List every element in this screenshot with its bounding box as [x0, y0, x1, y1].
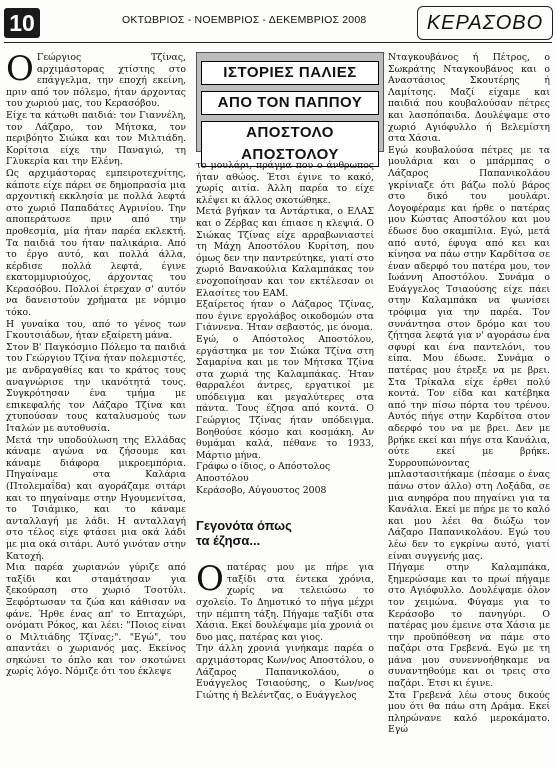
drop-cap: Ο [196, 559, 224, 600]
paragraph: Μετά την υποδούλωση της Ελλάδας κάναμε αγώνα να ζήσουμε και κάναμε διάφορα μικροεμπόρια. Πηγαίναμε στα Καλάρια (Πτολεμαΐδα) και αγοράζαμε σιτάρι και το πηγαίναμε στην Ηγουμενίτσα, το Τσιάμικο, και το κάναμε ανταλλαγή με λάδι. Η ανταλλαγή στο τέλος είχε φτάσει μια οκά λάδι με μια οκά σιτάρι. Αυτό γινόταν στην Κατοχή. [6, 434, 186, 562]
column-1 [6, 49, 186, 678]
paragraph: Στα Γρεβενά λέω στους δικούς μου ότι θα πάω στη Δράμα. Εκεί πληρώνανε καλό μεροκάματο. Εγώ [388, 689, 550, 736]
paragraph: Νταγκουβάνος ή Πέτρος, ο Σωκράτης Νταγκουβάνος και ο Αναστάσιος Σκουτέρης ή Λαμίτσης. Μαζί είχαμε και παιδιά που κουβαλούσαν πέτρες και λασπόπαιδα. Δουλέψαμε στο χωριό Αγιόφυλλο ή Βελεμίστη στα Χάσια. [388, 52, 550, 145]
paragraph: Πήγαμε στην Καλαμπάκα, ξημερώσαμε και το πρωί πήγαμε στο Αγιόφυλλο. Δουλέψαμε όλον τον χειμώνα. Φύγαμε για το Κεράσοβο το πανηγύρι. Ο πατέρας μου έμεινε στα Χάσια με την προϋπόθεση να πάμε στο παζάρι στα Γρεβενά. Εγώ με τη μάνα μου συνεννοήθηκαμε να συναντηθούμε και οι τρεις στο παζάρι. Έτσι κι έγινε. [388, 562, 550, 690]
article-title-line-2: ΑΠΟ ΤΟΝ ΠΑΠΠΟΥ [201, 91, 379, 115]
header-rule [4, 42, 552, 43]
article-title-box [196, 52, 384, 163]
paragraph: Ως αρχιμάστορας εμπειροτεχνίτης, κάποτε είχε πάρει σε δημοπρασία μια αρχοντική εκκλησία με πολλά λεφτά στο χωριό Παπαδάτες Αγρινίου. Την αποπεράτωσε πριν από την προθεσμία, μία ήταν παρέα εκλεκτή. Τα παιδιά του ήταν παλικάρια. Από το έργο αυτό, και πολλά άλλα, κέρδισε πολλά λεφτά, έγινε εκατομμυριούχος, άρχοντας του Κερασόβου. Πολλοί έτρεχαν σ' αυτόν να δανειστούν χρήματα με νόμιμο τόκο. [6, 167, 186, 319]
paragraph: Την άλλη χρονιά γινήκαμε παρέα ο αρχιμάστορας Κων/νος Αποστόλου, ο Λάζαρος Παπανικολάου, ο Ευάγγελος Τσιαούσης, ο Κων/νος Γιώτης ή Βελέντζας, ο Ευάγγελος [196, 643, 374, 701]
paragraph: Εγώ κουβαλούσα πέτρες με τα μουλάρια και ο μπάρμπας ο Λάζαρος Παπανικολάου γκρίνιαζε ότι βάζω πολύ βάρος στο δικό του μουλάρι. Λογοφέραμε και ήρθε ο πατέρας μου Κώστας Αποστόλου και μου έδωσε δυο σκαμπίλια. Εγώ, μετά από αυτό, έφυγα από κει και κίνησα να πάω στην Καρδίτσα σε έναν αδερφό του πατέρα μου, τον Ιωάννη Αποστόλου. Συνάμα ο Ευάγγελος Τσιαούσης είχε πάει στην Καλαμπάκα να ψωνίσει τρόφιμα για την παρέα. Τον συνάντησα στον δρόμο και του ζήτησα λεφτά για ν' αγοράσω ένα σφυρί και ένα παντελόνι, του είπα. Μου έδωσε. Συνάμα ο πατέρας μου έτρεξε να με βρει. Στα Τρίκαλα είχε έρθει πολύ κοντά. Τον είδα και κατέβηκα από την πίσω πόρτα του τρένου. Αυτός πήγε στην Καρδίτσα στον αδερφό του να με βρει. Δεν με βρήκε εκεί και πήγε στα Κανάλια, ούτε εκεί με βρήκε. Συρρουπώνοντας μπλαστασιτήκαμε (πέσαμε ο ένας πάνω στον άλλο) στη Λοξάδα, σε μια ανηφόρα που πηγαίνει για τα Κανάλια. Εκεί με πήρε με το καλό και μου λέει θα διώξω τον Λάζαρο Παπανικολάου. Εγώ του λέω δεν το εγκρίνω αυτό, γιατί είναι συγγενής μας. [388, 144, 550, 562]
signature-line: Γράφω ο ίδιος, ο Απόστολος [196, 461, 331, 473]
article-title-line-3: ΑΠΟΣΤΟΛΟ ΑΠΟΣΤΟΛΟΥ [201, 121, 379, 167]
column-3 [388, 52, 550, 736]
paragraph: Ο Γεώργιος Τζίνας, αρχιμάστορας χτίστης στο επάγγελμα, την εποχή εκείνη, πριν από τον πόλεμο, ήταν άρχοντας του χωριού μας, του Κερασόβου. [6, 49, 186, 110]
paragraph: Εξαίρετος ήταν ο Λάζαρος Τζίνας, που έγινε εργολάβος οικοδομών στα Γιάννενα. Ήταν σεβαστός, με όνομα. [196, 299, 374, 334]
paragraph: Η γυναίκα του, από το γένος των Γκουτσιάδων, ήταν εξαίρετη μάνα. [6, 318, 186, 342]
page-header [0, 0, 556, 42]
paragraph: Μετά βγήκαν τα Αντάρτικα, ο ΕΛΑΣ και ο Ζέρβας και έπιασε η κλεψιά. Ο Σιώκας Τζίνας είχε αρραβωνιαστεί τη Μάχη Αποστόλου Κυρίτση, που όμως δεν την παντρεύτηκε, γιατί στο χωριό Βανακούλια Καλαμπάκας τον ενοχοποίησαν και τον εκτέλεσαν οι Ελασίτες του ΕΑΜ. [196, 206, 374, 299]
signature-line: Αποστόλου [196, 473, 249, 485]
paragraph: Είχε τα κάτωθι παιδιά: τον Γιαννέλη, τον Λάζαρο, τον Μήτσκα, τον περιβόητο Σιώκα και τον Μιλτιάδη. Κορίτσια είχε την Παναγιώ, τη Γλυκερία και την Ελένη. [6, 109, 186, 168]
article-title-line-1: ΙΣΤΟΡΙΕΣ ΠΑΛΙΕΣ [201, 61, 379, 85]
page-number: 10 [4, 8, 40, 38]
signature-date: Κεράσοβο, Αύγουστος 2008 [196, 484, 327, 496]
paragraph: Οπατέρας μου με πήρε για ταξίδι στα έντεκα χρόνια, χωρίς να τελειώσω το σχολείο. Το Δημοτικό το πήγα μέχρι την πέμπτη τάξη. Πήγαμε ταξίδι στα Χάσια. Εκεί δουλέψαμε μία χρονιά οι δυο μας, πατέρας και γιος. [196, 559, 374, 643]
paragraph: Στον Β' Παγκόσμιο Πόλεμο τα παιδιά του Γεώργιου Τζίνα ήταν πολεμιστές, με ανδραγαθίες και το κράτος τους αναγνώρισε την ικανότητά τους. Συγκρότησαν ένα τμήμα με επικεφαλής τον Λάζαρο Τζίνα και χτυπούσαν τους καταλυσμούς των Ιταλών με αυτοθυσία. [6, 341, 186, 434]
column-2 [196, 160, 374, 701]
issue-date: ΟΚΤΩΒΡΙΟΣ - ΝΟΕΜΒΡΙΟΣ - ΔΕΚΕΜΒΡΙΟΣ 2008 [122, 14, 367, 26]
article2-title: Γεγονότα όπως τα έζησα... [196, 518, 292, 549]
drop-cap: Ο [6, 49, 34, 89]
paragraph: Εγώ, ο Απόστολος Αποστόλου, εργάστηκα με τον Σιώκα Τζίνα στη Σαμαρίνα και με τον Μήτσκα Τζίνα στα χωριά της Καλαμπάκας. Ήταν θαρραλέοι άντρες, εργατικοί με υπόδειγμα και μεγαλύτερες στα πάντα. Τους έζησα από κοντά. Ο Γεώργιος Τζίνας ήταν υπόδειγμα. Βοηθούσε κόσμο και κοσμάκη. Αν θυμάμαι καλά, πέθανε το 1933, Μάρτιο μήνα. [196, 333, 374, 461]
paragraph: το μουλάρι, πράγμα που ο άνθρωπος ήταν αθώος. Έτσι έγινε το κακό, χωρίς αιτία. Άλλη παρέα το είχε κλέψει κι άλλος σκοτώθηκε. [196, 160, 374, 206]
masthead-logo: ΚΕΡΑΣΟΒΟ [417, 6, 553, 40]
paragraph: Μια παρέα χωριανών γύριζε από ταξίδι και σταμάτησαν για ξεκούραση στο χωριό Τσοτύλι. Ξεφόρτωσαν τα ζώα και κάθισαν να φάνε. Ήρθε ένας απ' το Επταχώρι, ονόματι Ρόκος, και λέει: "Ποιος είναι ο Μιλτιάδης Τζίνας;". "Εγώ", του απαντάει ο χωριανός μας. Εκείνος σηκώνει το όπλο και τον σκοτώνει χωρίς λόγο. Νόμιζε ότι του έκλεψε [6, 562, 186, 678]
